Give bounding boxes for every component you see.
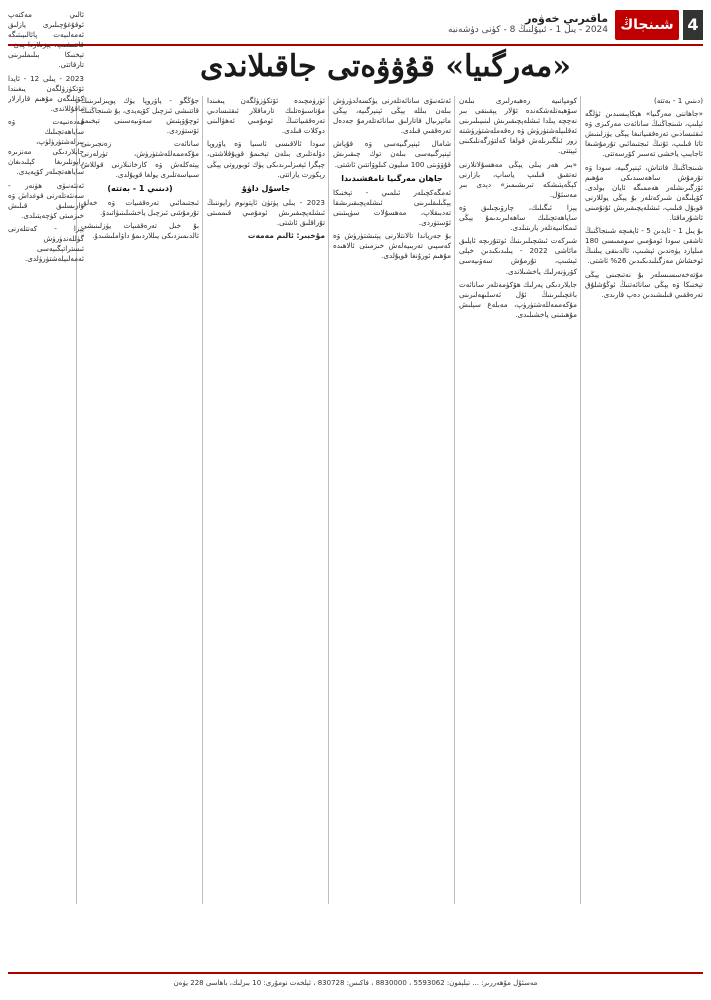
column-divider [202, 96, 203, 904]
paragraph: 2023 - يىلى 12 - ئايدا ئۆتكۈزۈلگەن يىغىندا كۆپلىگەن مۇھىم قارارلار ماقۇللاندى. [8, 73, 84, 113]
paragraph: ئالىي مەكتەپ ئوقۇغۇچىلىرى يازلىق ئەمەلىيەت پائالىيىتىگە قاتنىشىپ، يېزىلاردا پەن - تېخنىكا بىلىملىرىنى تارقاتتى. [8, 10, 84, 70]
column-divider [454, 96, 455, 904]
paragraph: 2023 - يىلى پۈتۈن ئاپتونوم رايوننىڭ ئىشلەپچىقىرىش ئومۇمىي قىممىتى تۇراقلىق ئاشتى. [207, 197, 325, 228]
article-column-6 [8, 10, 84, 900]
section-title: ماقىرىي خەۋەر [525, 12, 608, 25]
paragraph: شىنجاڭنىڭ قاتناش، ئېنېرگىيە، سودا ۋە تۇرمۇش ساھەسىدىكى مۇھىم ئۆزگىرىشلەر ھەممىگە ئايان بولدى. كۆپلىگەن شىركەتلەر بۇ يېڭى يوللارنى قوبۇل قىلىپ، ئىشلەپچىقىرىش ئۇنۇمىنى ئاشۇرماقتا. [585, 162, 703, 223]
subheading: جاھان مەرگىيا نامقشىدىدا [341, 173, 443, 183]
column-divider [328, 96, 329, 904]
paragraph: «بىز ھەر يىلى يېڭى مەھسۇلاتلارنى تەتقىق قىلىپ ياساپ، بازارنى كېڭەيتىشكە تىرىشىمىز» دېدى بىر مەسئۇل. [459, 159, 577, 199]
article-column-3 [333, 96, 451, 904]
author-line: مۇخبىر: ئالىم مەمەت [247, 231, 325, 241]
newspaper-logo: شىنجاڭ گېزىتى [615, 10, 679, 40]
paragraph: شىركەت ئىشچىلىرىنىڭ ئوتتۇرىچە ئايلىق مائاشى 2022 - يىلىدىكىدىن خېلى ئېشىپ، تۇرمۇش سەۋىيەسى كۆرۈنەرلىك ياخشىلاندى. [459, 236, 577, 276]
article-column-1 [585, 96, 703, 904]
paragraph: يېزا - كەنتلەرنى گۈللەندۈرۈش ئىستراتېگىيەسى ئەمەلىيلەشتۈرۈلدى. [8, 223, 84, 264]
page-headline: «مەرگىيا» قۇۋۋەتى جاقىلاندى [199, 49, 571, 84]
paragraph: ئەنئەنىۋى ھۈنەر - سەنئەتلەرنى قوغداش ۋە ۋارىسلىق قىلىش خىزمىتى كۈچەيتىلدى. [8, 180, 84, 220]
logo-group [615, 10, 703, 63]
subheading: جاسۇل داۋۇ [241, 183, 291, 193]
paragraph: بۇ خىل تەرەققىيات يۈزلىنىشى ئالدىمىزدىكى يىللاردىمۇ داۋاملىشىدۇ. [81, 221, 199, 241]
paragraph: (دىنىي 1 - بەتتە) [653, 96, 703, 105]
paragraph: ئەمگەكچىلەر ئىلمىي - تېخنىكا يېڭىلىقلىرىنى ئىشلەپچىقىرىشقا تەدبىقلاپ، مەھسۇلات سۈپىتىنى ئۆستۈردى. [333, 187, 451, 228]
paragraph: بۇ يىل 1 - ئايدىن 5 - ئايغىچە شىنجاڭنىڭ تاشقى سودا ئومۇمىي سوممىسى 180 مىليارد يۈەندىن ئېشىپ، ئالدىنقى يىلنىڭ ئوخشاش مەزگىلىدىكىدىن 26% ئاشتى. [585, 226, 703, 266]
paragraph: ئۈرۈمچىدە ئۆتكۈزۈلگەن يىغىندا مۇناسىۋەتلىك تارماقلار ئىقتىسادىي تەرەققىياتنىڭ ئومۇمىي ئەھۋالىنى دوكلات قىلدى. [207, 96, 325, 136]
column-divider [580, 96, 581, 904]
page-number: 4 [683, 10, 703, 40]
article-column-4 [207, 96, 325, 904]
paragraph: بۇ جەرياندا تالانتلارنى يېتىشتۈرۈش ۋە كەسپىي تەربىيەلەش خىزمىتى ئالاھىدە مۇھىم ئورۇنغا قويۇلدى. [333, 231, 451, 261]
paragraph: سانائەت زەنجىرىنى مۇكەممەللەشتۈرۈش، تۈرلەرنى يېتەكلەش ۋە كارخانىلارنى قوللاش سىياسەتلىرى يولغا قويۇلدى. [81, 139, 199, 179]
paragraph: سودا ئالاقىسى ئاسىيا ۋە ياۋروپا دۆلەتلىرى بىلەن تېخىمۇ قويۇقلاشتى، چېگرا ئېغىزلىرىدىكى يۈك ئوبوروتى يېڭى رېكورت ياراتتى. [207, 139, 325, 179]
paragraph: جۇڭگو - ياۋروپا يۈك پويىزلىرىنىڭ قاتنىشى ئىزچىل كۆپەيدى، بۇ شىنجاڭنىڭ ئوچۇۋېتىش سەۋىيەسىنى تېخىمۇ ئۆستۈردى. [81, 96, 199, 136]
paragraph: شامال ئېنېرگىيەسى ۋە قۇياش ئېنېرگىيەسى بىلەن توك چىقىرىش قۇۋۋىتى 100 مىليون كىلوۋاتتىن ئاشتى. [333, 139, 451, 169]
paragraph: مۇتەخەسسىسلەر بۇ نەتىجىنى يېڭى تېخنىكا ۋە يېڭى سانائەتنىڭ ئوڭۇشلۇق تەرەققىي قىلىشىدىن دەپ قارىدى. [585, 269, 703, 299]
paragraph: ئەنئەنىۋى سانائەتلەرنى يۈكسەلدۈرۈش بىلەن بىللە يېڭى ئېنېرگىيە، يېڭى ماتېرىيال قاتارلىق سانائەتلەرمۇ جەدەل تەرەققىي قىلدى. [333, 96, 451, 136]
paragraph: ئىجتىمائىي تەرەققىيات ۋە خەلق تۇرمۇشى ئىزچىل ياخشىلىنىۋاتىدۇ. [81, 197, 199, 217]
page-footer: مەسئۇل مۇھەررىر: ... تېلېفون: 5593062 ، 8830000 ، فاكىس: 830728 ، ئېلخەت نومۇرى: 10 بىرلىك، باھاسى 228 يۈەن [8, 972, 703, 992]
paragraph: كومپانىيە رەھبەرلىرى بىلەن سۆھبەتلەشكەندە ئۇلار يېقىنقى بىر نەچچە يىلدا ئىشلەپچىقىرىش لىنىيىلىرىنى ئەقلىيلەشتۈرۈش ۋە رەقەملەشتۈرۈشتە زور ئىلگىرىلەش قولغا كەلتۈرگەنلىكىنى ئېيتتى. [459, 96, 577, 156]
article-column-5 [81, 96, 199, 904]
article-column-2 [459, 96, 577, 904]
subheading: (دىنىي 1 - بەتتە) [107, 183, 173, 193]
paragraph: مەدەنىيەت ۋە ساياھەتچىلىك بىرلەشتۈرۈلۈپ، جايلاردىكى مەنزىرە رايونلىرىغا كېلىدىغان ساياھەتچىلەر كۆپەيدى. [8, 116, 84, 177]
section-info [448, 12, 608, 35]
masthead [8, 10, 703, 63]
paragraph: يېزا ئىگىلىك، چارۋىچىلىق ۋە ساياھەتچىلىك ساھەلىرىدىمۇ يېڭى ئىمكانىيەتلەر يارىتىلدى. [459, 202, 577, 233]
issue-date-line: 2024 - يىل 1 - ئىيۇلنىڭ 8 - كۈنى دۈشەنبە [448, 25, 608, 35]
headline-box [160, 46, 611, 88]
paragraph: جايلاردىكى يەرلىك ھۆكۈمەتلەر سانائەت باغچىلىرىنىڭ ئۇل ئەسلىھەلىرىنى مۇكەممەللەشتۈرۈپ، مەبلەغ سېلىش مۇھىتىنى ياخشىلىدى. [459, 279, 577, 319]
paragraph: «جاھاننى مەرگىيا» ھېكايىسىدىن ئۈلگە ئېلىپ، شىنجاڭنىڭ سانائەت مەركىزى ۋە ئىقتىسادىي تەرەققىياتىغا يېڭى يۈزلىنىش ئاتا قىلىپ، ئۇنىڭ ئىجتىمائىي تۇرمۇشىغا ئاجايىپ ياخشى تەسىر كۆرسەتتى. [585, 109, 703, 159]
